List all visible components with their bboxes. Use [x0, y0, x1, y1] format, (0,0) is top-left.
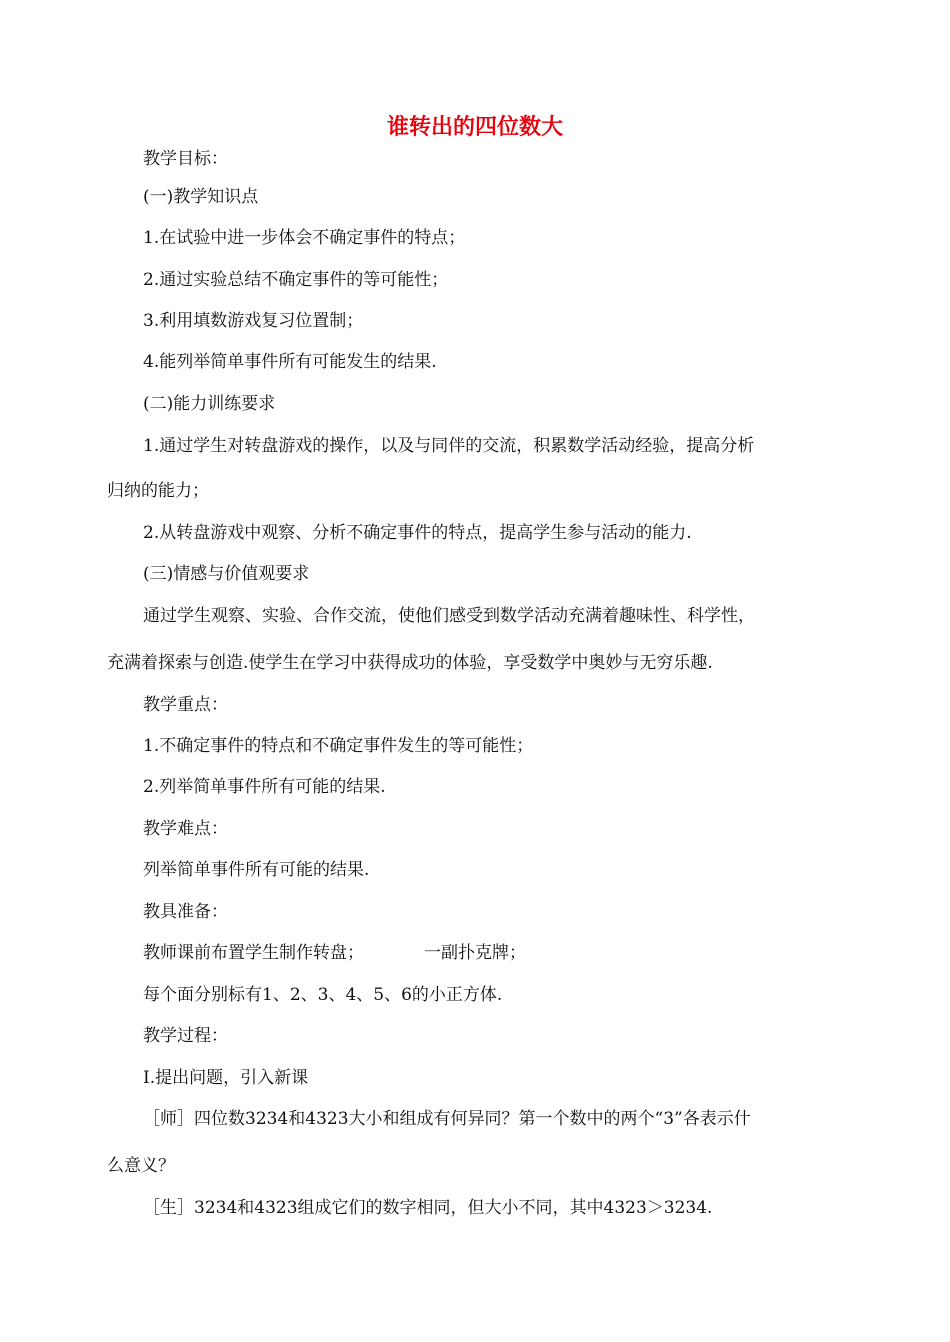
document-title: 谁转出的四位数大	[386, 115, 563, 140]
text-segment: 教师课前布置学生制作转盘；	[143, 943, 364, 963]
text-line: 1.不确定事件的特点和不确定事件发生的等可能性；	[143, 736, 534, 756]
text-line: 2.列举简单事件所有可能的结果.	[143, 777, 386, 797]
text-line: 教学目标：	[143, 149, 228, 169]
text-line: 充满着探索与创造.使学生在学习中获得成功的体验，享受数学中奥妙与无穷乐趣.	[107, 653, 713, 673]
text-line: 教学过程：	[143, 1026, 228, 1046]
text-line: 么意义？	[107, 1156, 175, 1176]
text-line	[143, 941, 526, 965]
text-line: 教学重点：	[143, 695, 228, 715]
text-line: 2.通过实验总结不确定事件的等可能性；	[143, 270, 449, 290]
text-line: 列举简单事件所有可能的结果.	[143, 860, 370, 880]
text-line: Ⅰ.提出问题，引入新课	[143, 1068, 309, 1088]
text-segment: 一副扑克牌；	[424, 943, 526, 963]
text-line: 3.利用填数游戏复习位置制；	[143, 311, 364, 331]
text-line: 教学难点：	[143, 819, 228, 839]
text-line: 每个面分别标有1、2、3、4、5、6的小正方体.	[143, 985, 503, 1005]
text-line: 归纳的能力；	[107, 481, 209, 501]
text-line: 2.从转盘游戏中观察、分析不确定事件的特点，提高学生参与活动的能力.	[143, 523, 692, 543]
text-line: 1.在试验中进一步体会不确定事件的特点；	[143, 228, 466, 248]
text-line: 通过学生观察、实验、合作交流，使他们感受到数学活动充满着趣味性、科学性，	[143, 606, 755, 626]
text-line: 教具准备：	[143, 902, 228, 922]
text-line: ［生］3234和4323组成它们的数字相同，但大小不同，其中4323＞3234.	[143, 1198, 713, 1218]
text-line: 4.能列举简单事件所有可能发生的结果.	[143, 352, 437, 372]
text-line: (一)教学知识点	[143, 187, 259, 207]
text-line: (三)情感与价值观要求	[143, 564, 310, 584]
text-line: 1.通过学生对转盘游戏的操作，以及与同伴的交流，积累数学活动经验，提高分析	[143, 436, 755, 456]
text-line: (二)能力训练要求	[143, 394, 276, 414]
text-line: ［师］四位数3234和4323大小和组成有何异同？第一个数中的两个“3”各表示什	[143, 1109, 751, 1129]
